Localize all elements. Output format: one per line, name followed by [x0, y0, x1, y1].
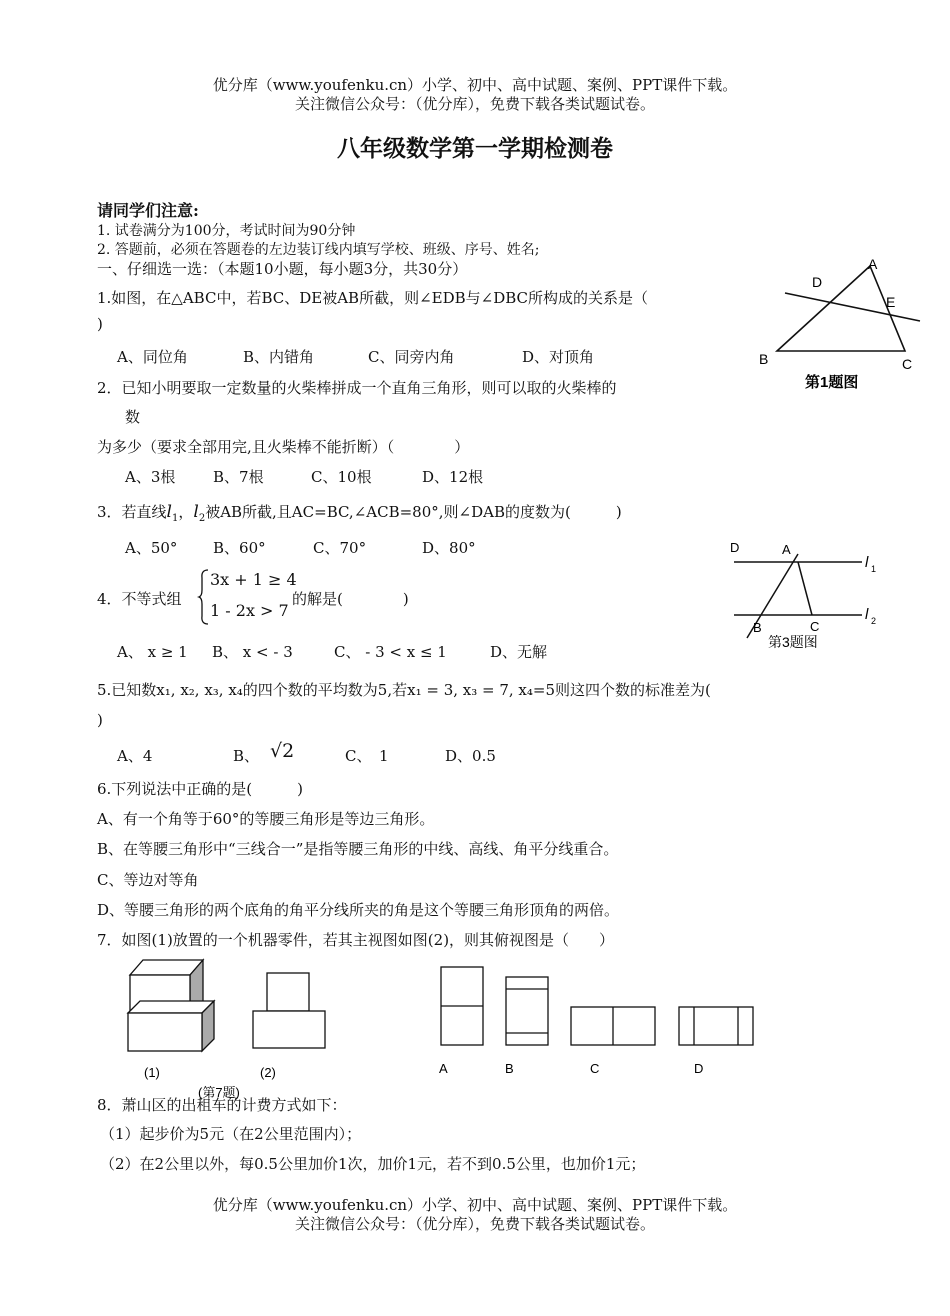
- q5-option-a: A、4: [117, 747, 153, 765]
- footer-line-1: 优分库（www.youfenku.cn）小学、初中、高中试题、案例、PPT课件下载。: [212, 1196, 738, 1214]
- q4-brace: [198, 568, 210, 626]
- notice-heading: 请同学们注意:: [97, 201, 199, 220]
- q3-label-l2: l: [865, 606, 869, 623]
- q7-caption: (第7题): [198, 1085, 240, 1100]
- q1-stem: 1.如图，在△ABC中，若BC、DE被AB所截，则∠EDB与∠DBC所构成的关系是（: [97, 289, 649, 307]
- q7-option-b-figure: [506, 977, 548, 1045]
- q7-label-c: C: [590, 1061, 600, 1076]
- q3-label-b: B: [753, 620, 762, 635]
- q6-option-b: B、在等腰三角形中“三线合一”是指等腰三角形的中线、高线、角平分线重合。: [97, 840, 619, 858]
- q3-option-c: C、70°: [313, 539, 367, 557]
- q3-pre: 3．若直线: [97, 503, 167, 521]
- q6-stem: 6.下列说法中正确的是( ): [97, 780, 304, 798]
- q5-stem: 5.已知数x₁, x₂, x₃, x₄的四个数的平均数为5,若x₁ = 3, x₃ = 7, x₄=5则这四个数的标准差为(: [97, 681, 711, 699]
- q7-option-a-figure: [441, 967, 483, 1045]
- q7-stem: 7．如图(1)放置的一个机器零件，若其主视图如图(2)，则其俯视图是（ ）: [97, 931, 615, 949]
- q1-label-b: B: [759, 351, 769, 367]
- q3-post: 被AB所截,且AC=BC,∠ACB=80°,则∠DAB的度数为( ): [205, 503, 622, 521]
- q7-label-2: (2): [260, 1065, 276, 1080]
- q3-label-d: D: [730, 540, 740, 555]
- header-line-2: 关注微信公众号：（优分库），免费下载各类试题试卷。: [294, 95, 655, 113]
- q4-inequality-1: 3x + 1 ≥ 4: [210, 570, 297, 589]
- q3-stem: [97, 501, 622, 524]
- header-line-1: 优分库（www.youfenku.cn）小学、初中、高中试题、案例、PPT课件下载。: [212, 76, 738, 94]
- q3-option-d: D、80°: [422, 539, 476, 557]
- q4-option-a: A、 x ≥ 1: [117, 643, 188, 661]
- q7-figure-1: [128, 960, 214, 1051]
- q6-option-c: C、等边对等角: [97, 871, 199, 889]
- q2-option-a: A、3根: [125, 468, 176, 486]
- q8-item-1: （1）起步价为5元（在2公里范围内）；: [100, 1125, 362, 1143]
- q2-option-c: C、10根: [311, 468, 372, 486]
- q5-option-b: B、: [233, 747, 260, 765]
- q1-figure: [755, 255, 925, 395]
- q2-stem-cont: 数: [125, 408, 141, 426]
- q4-option-c: C、 - 3 < x ≤ 1: [334, 643, 447, 661]
- q4-post: 的解是( ): [292, 590, 409, 608]
- q1-caption: 第1题图: [805, 374, 859, 391]
- q4-option-d: D、无解: [490, 643, 548, 661]
- q3-label-c: C: [810, 619, 820, 634]
- q8-stem: 8．萧山区的出租车的计费方式如下：: [97, 1096, 347, 1114]
- footer-line-2: 关注微信公众号：（优分库），免费下载各类试题试卷。: [294, 1215, 655, 1233]
- q7-label-b: B: [505, 1061, 514, 1076]
- q7-label-1: (1): [144, 1065, 160, 1080]
- q3-l1: l: [166, 502, 172, 522]
- section-1-heading: 一、仔细选一选：（本题10小题，每小题3分，共30分）: [97, 260, 468, 278]
- q4-option-b: B、 x < - 3: [212, 643, 293, 661]
- q1-option-c: C、同旁内角: [368, 348, 455, 366]
- q7-figure-2: [253, 973, 325, 1048]
- q8-item-2: （2）在2公里以外，每0.5公里加价1次，加价1元，若不到0.5公里，也加价1元；: [100, 1155, 646, 1173]
- q7-option-c-figure: [571, 1007, 655, 1045]
- q3-label-a: A: [782, 542, 791, 557]
- q3-l2: l: [193, 502, 199, 522]
- q2-stem-cont-2: 为多少（要求全部用完,且火柴棒不能折断）（ ）: [97, 438, 470, 456]
- q5-option-c: C、 1: [345, 747, 389, 765]
- q3-label-l2-sub: 2: [871, 616, 877, 626]
- q1-line-de: [785, 293, 920, 321]
- q1-stem-cont: ): [97, 315, 103, 333]
- q6-option-a: A、有一个角等于60°的等腰三角形是等边三角形。: [97, 810, 435, 828]
- q2-option-d: D、12根: [422, 468, 484, 486]
- q7-option-d-figure: [679, 1007, 753, 1045]
- q4-inequality-2: 1 - 2x > 7: [210, 601, 289, 620]
- q3-caption: 第3题图: [768, 634, 818, 650]
- q1-option-d: D、对顶角: [522, 348, 595, 366]
- q7-label-a: A: [439, 1061, 448, 1076]
- q3-label-l1-sub: 1: [871, 564, 877, 574]
- q1-option-a: A、同位角: [117, 348, 188, 366]
- q1-label-e: E: [886, 294, 896, 310]
- q3-label-l1: l: [865, 554, 869, 571]
- q3-option-b: B、60°: [213, 539, 266, 557]
- q1-label-d: D: [812, 274, 823, 290]
- page-title: 八年级数学第一学期检测卷: [337, 136, 613, 162]
- q3-option-a: A、50°: [125, 539, 178, 557]
- q6-option-d: D、等腰三角形的两个底角的角平分线所夹的角是这个等腰三角形顶角的两倍。: [97, 901, 620, 919]
- q7-figures: [120, 955, 770, 1100]
- q5-option-d: D、0.5: [445, 747, 496, 765]
- notice-item-2: 2. 答题前，必须在答题卷的左边装订线内填写学校、班级、序号、姓名;: [97, 242, 540, 258]
- q3-segment-ac: [798, 562, 812, 615]
- notice-item-1: 1. 试卷满分为100分，考试时间为90分钟: [97, 223, 356, 239]
- q1-label-c: C: [902, 356, 913, 372]
- q1-label-a: A: [868, 256, 878, 272]
- q3-l2-sub: 2: [198, 513, 206, 524]
- q7-label-d: D: [694, 1061, 704, 1076]
- q3-comma: ，: [178, 503, 194, 521]
- q3-l1-sub: 1: [171, 513, 179, 524]
- q5-stem-cont: ): [97, 711, 103, 729]
- q2-option-b: B、7根: [213, 468, 264, 486]
- q1-option-b: B、内错角: [243, 348, 315, 366]
- q4-pre: 4．不等式组: [97, 590, 182, 608]
- q3-figure: [722, 532, 887, 657]
- q2-stem: 2．已知小明要取一定数量的火柴棒拼成一个直角三角形，则可以取的火柴棒的: [97, 379, 617, 397]
- q5-option-b-value: √2: [270, 740, 295, 762]
